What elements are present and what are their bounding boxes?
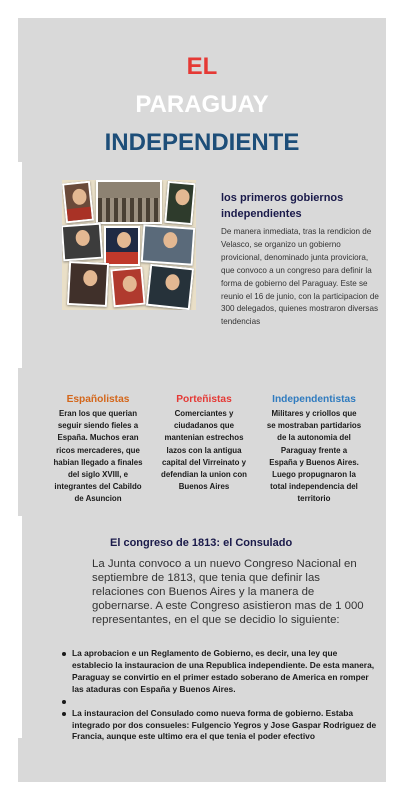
group-name: Españolistas [66, 394, 130, 405]
congress-body-text: La Junta convoco a un nuevo Congreso Nacional en septiembre de 1813, que tenia que definir las relaciones con Buenos Aires y la manera de gobernarse. A este Congreso asistieron mas de 1 000 representantes, en el que se decidio lo siguiente: [92, 558, 364, 627]
group-column-espanolistas [50, 394, 146, 506]
portrait-collage-image [62, 180, 196, 310]
list-item-text: La instauracion del Consulado como nueva forma de gobierno. Estaba integrado por dos consueles: Fulgencio Yegros y Jose Gaspar Rodriguez de Francia, aunque este ultimo era el que tenia el poder efectivo [72, 707, 377, 742]
group-column-portenistas [156, 394, 252, 493]
group-name: Independentistas [272, 394, 356, 405]
bullet-icon [62, 712, 66, 716]
section-body-text: De manera inmediata, tras la rendicion de Velasco, se organizo un gobierno provicional, denominado junta proviciora, que convoco a un congreso para definir la forma de gobierno del Paraguay. Este se reunio el 16 de junio, con la participacion de 300 delegados, quienes mostraron diversas tendencias [221, 227, 379, 327]
title-line-3: INDEPENDIENTE [104, 129, 300, 156]
bullet-icon [62, 652, 66, 656]
list-item [60, 648, 378, 696]
group-name: Porteñistas [176, 394, 232, 405]
group-column-independentistas [266, 394, 362, 506]
section-heading: los primeros gobiernos independientes [221, 192, 344, 220]
bullet-icon [62, 700, 66, 704]
list-item [60, 696, 378, 708]
congress-heading: El congreso de 1813: el Consulado [110, 537, 293, 549]
group-description: Comerciantes y ciudadanos que mantenian estrechos lazos con la antigua capital del Virreinato y defendian la union con Buenos Aires [161, 409, 247, 492]
group-description: Militares y criollos que se mostraban partidarios de la autonomia del Paraguay frente a España y Buenos Aires. Luego propugnaron la total independencia del territorio [266, 409, 362, 504]
list-item-text: La aprobacion e un Reglamento de Gobierno, es decir, una ley que establecio la instauracion de una Republica independiente. De esta manera, Paraguay se convirtio en el primer estado soberano de America en romper las ataduras con España y Buenos Aires. [72, 648, 375, 694]
decisions-list [60, 648, 378, 743]
title-line-1: EL [186, 53, 218, 80]
poster-notch [18, 162, 22, 368]
group-description: Eran los que querian seguir siendo fieles a España. Muchos eran ricos mercaderes, que habian llegado a finales del siglo XVIII, e integrantes del Cabildo de Asuncion [53, 409, 143, 504]
page-title [18, 48, 386, 162]
poster-notch [18, 516, 22, 738]
list-item [60, 708, 378, 744]
title-line-2: PARAGUAY [135, 91, 269, 118]
